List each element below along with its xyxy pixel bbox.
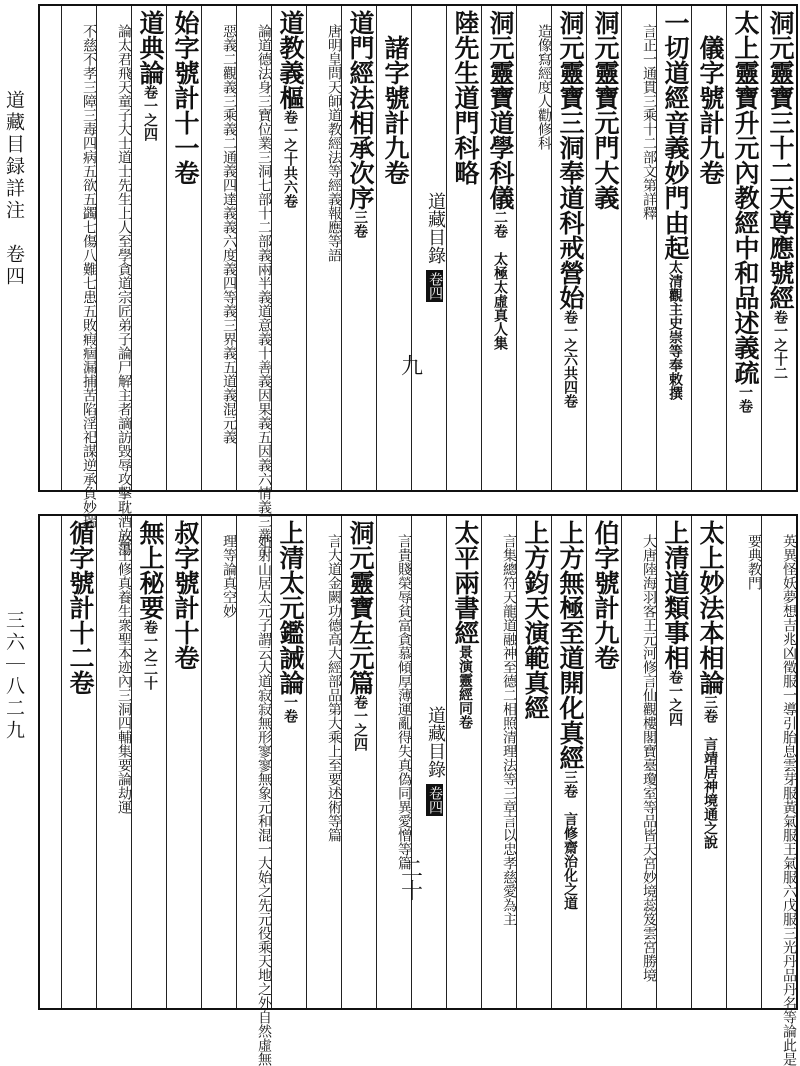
upper-entry-note: 十二部文第詳釋 [641, 122, 657, 220]
lower-entry-note: 真空妙 [221, 576, 237, 618]
upper-column [691, 6, 726, 490]
lower-entry-text: 理等論 [221, 520, 237, 576]
lower-column [236, 516, 272, 1066]
upper-column [586, 6, 621, 490]
upper-entry-text: 不慈不孝三障三毒四病五欲五蠲七傷八 [81, 10, 97, 262]
page-number: 二十 [397, 857, 423, 901]
upper-entry-text: 造像寫經度 [536, 10, 552, 94]
lower-entry-text: 言集總符天龍道融神至德二相照 [501, 520, 517, 730]
upper-entry-text: 洞元靈寶元門大義 [591, 10, 620, 210]
lower-entry-text: 姑射山居太元子謂云大道寂寂無形寥寥無 [256, 520, 272, 786]
lower-column [761, 516, 797, 1066]
lower-column [131, 516, 166, 1008]
running-head: 道藏目錄 [425, 706, 446, 778]
lower-column [166, 516, 201, 1008]
upper-column [397, 6, 446, 490]
lower-column [551, 516, 586, 1008]
upper-entry-text: 洞元靈寶道學科儀 [486, 10, 515, 210]
upper-column [61, 6, 97, 528]
upper-column [656, 6, 691, 490]
page-number: 九 [397, 354, 423, 376]
lower-columns [40, 516, 797, 1066]
lower-entry-note: 一卷 [282, 695, 298, 723]
upper-entry-note: 卷一之四 [142, 85, 158, 141]
lower-entry-text: 上方無極至道開化真經 [556, 520, 585, 770]
lower-column [96, 516, 131, 1008]
lower-entry-note: 內三洞四輔集要論劫運 [116, 674, 132, 814]
lower-column [726, 516, 761, 1008]
upper-entry-text: 洞元靈寶三洞奉道科戒營始 [556, 10, 585, 310]
upper-column [516, 6, 551, 490]
lower-entry-note: 三卷 言靖居神境通之說 [702, 695, 718, 849]
lower-entry-text: 帝王修真養生衆聖本迹 [116, 520, 132, 674]
upper-entry-text: 一切道經音義妙門由起 [661, 10, 690, 260]
upper-entry-note: 一卷 [737, 385, 753, 413]
upper-column [236, 6, 272, 556]
lower-entry-note: 景演靈經同卷 [457, 645, 473, 729]
upper-entry-text: 始字號計十一卷 [171, 10, 200, 185]
upper-entry-text: 論道德法身三寶位業三洞七部十二部義兩半 [256, 10, 272, 290]
upper-column [761, 6, 796, 490]
lower-entry-text: 要典 [746, 520, 762, 562]
page-range-margin: 三六｜八二九 [3, 610, 25, 742]
upper-entry-text: 言正一通貫三乘 [641, 10, 657, 122]
lower-entry-text: 叔字號計十卷 [171, 520, 200, 670]
volume-tag: 卷四 [427, 786, 443, 814]
lower-entry-note: 卷一之二十 [142, 620, 158, 690]
upper-entry-note: 太清觀主史崇等奉敕撰 [667, 260, 683, 400]
upper-entry-note: 卷一之十二 [772, 310, 788, 380]
upper-column [726, 6, 761, 490]
lower-entry-text: 太上妙法本相論 [696, 520, 725, 695]
upper-entry-note: 卷一之十共六卷 [282, 110, 298, 208]
lower-column [516, 516, 551, 1008]
upper-entry-note: 卷一之六共四卷 [562, 310, 578, 408]
upper-column [551, 6, 586, 490]
lower-column [656, 516, 691, 1008]
lower-entry-text: 上清太元鑑誡論 [276, 520, 305, 695]
upper-column [166, 6, 201, 490]
lower-entry-note: 黃氣服王氣服六戊服三光丹品丹名等論此是 [781, 800, 797, 1066]
upper-entry-text: 論太君飛天童子大士道士先生上人至學貪道 [116, 10, 132, 290]
lower-column [306, 516, 341, 1008]
lower-entry-text: 循字號計十二卷 [66, 520, 95, 695]
lower-column [586, 516, 621, 1008]
lower-entry-note: 卷一之四 [352, 695, 368, 751]
upper-column [306, 6, 341, 490]
volume-tag: 卷四 [427, 272, 443, 300]
upper-column [341, 6, 376, 490]
lower-entry-note: 象元和混一大始之先元役乘天地之外自然虛無 [256, 786, 272, 1066]
upper-entry-note: 難七患五敗瘕痼漏捕苦陷淫祀謀逆承負妙瑞 [81, 262, 97, 528]
lower-entry-text: 洞元靈寶左元篇 [346, 520, 375, 695]
lower-page-frame [38, 514, 798, 1066]
lower-entry-text: 言大道金闕功德高大經部 [326, 520, 342, 688]
lower-entry-note: 清理法等三章言以忠孝慈愛為主 [501, 730, 517, 926]
upper-entry-note: 法等經義報應等語 [326, 150, 342, 262]
lower-entry-note: 教門 [746, 562, 762, 590]
upper-entry-note: 二卷 太極太虛真人集 [492, 210, 508, 350]
upper-entry-text: 陸先生道門科略 [451, 10, 480, 185]
upper-entry-text: 道教義樞 [276, 10, 305, 110]
upper-entry-text: 惡義二觀義三乘義二通義四達義 [221, 10, 237, 220]
lower-entry-text: 英異怪妖夢想吉兆凶徵服一導引胎息雲芽服 [781, 520, 797, 800]
lower-entry-text: 伯字號計九卷 [591, 520, 620, 670]
upper-column [446, 6, 481, 490]
lower-column [621, 516, 656, 1008]
upper-entry-text: 道典論 [136, 10, 165, 85]
upper-entry-note: 宗匠弟子論尸解主者謫訪毀辱攻擊耽酒放蕩 [116, 290, 132, 556]
book-title-margin: 道藏目録詳注 卷四 [3, 90, 25, 288]
lower-column [481, 516, 516, 1008]
lower-entry-text: 大唐陸海羽客王元河修言仙觀樓閣寶 [641, 520, 657, 758]
lower-column [271, 516, 306, 1008]
lower-entry-text: 無上秘要 [136, 520, 165, 620]
lower-column [691, 516, 726, 1008]
upper-column [481, 6, 516, 490]
lower-entry-text: 言貴賤榮辱貧富貪慕傾厚薄運 [396, 520, 412, 716]
running-head: 道藏目錄 [425, 192, 446, 264]
upper-entry-text: 唐明皇問天師道教經 [326, 10, 342, 150]
lower-entry-note: 臺瓊室等品皆天宮妙境蕊笈雲宮勝境 [641, 758, 657, 982]
upper-entry-note: 三卷 [352, 210, 368, 238]
lower-column [446, 516, 481, 1008]
upper-entry-note: 人勸修科 [536, 94, 552, 150]
upper-column [201, 6, 236, 490]
lower-entry-note: 三卷 言修齋治化之道 [562, 770, 578, 910]
lower-entry-note: 卷一之四 [667, 670, 683, 726]
lower-column [341, 516, 376, 1008]
lower-entry-note: 品第大乘上至要述術等篇 [326, 688, 342, 842]
lower-column [61, 516, 96, 1008]
upper-entry-text: 太上靈寶升元內教經中和品述義疏 [731, 10, 760, 385]
upper-entry-note: 義道意義十善義因果義五因義六情義三業十 [256, 290, 272, 556]
upper-entry-text: 洞元靈寶三十二天尊應號經 [766, 10, 795, 310]
upper-column [271, 6, 306, 490]
lower-entry-text: 上清道類事相 [661, 520, 690, 670]
lower-entry-text: 上方鈞天演範真經 [521, 520, 550, 720]
upper-entry-note: 義六度義四等義三界義五道義混元義 [221, 220, 237, 444]
upper-entry-text: 儀字號計九卷 [696, 10, 725, 185]
upper-column [96, 6, 132, 556]
upper-column [621, 6, 656, 490]
upper-column [131, 6, 166, 490]
lower-column [201, 516, 236, 1008]
upper-entry-text: 道門經法相承次序 [346, 10, 375, 210]
lower-entry-text: 太平兩書經 [451, 520, 480, 645]
lower-entry-note: 亂得失真偽同異愛憎等篇 [396, 716, 412, 870]
upper-entry-text: 諸字號計九卷 [381, 10, 410, 185]
